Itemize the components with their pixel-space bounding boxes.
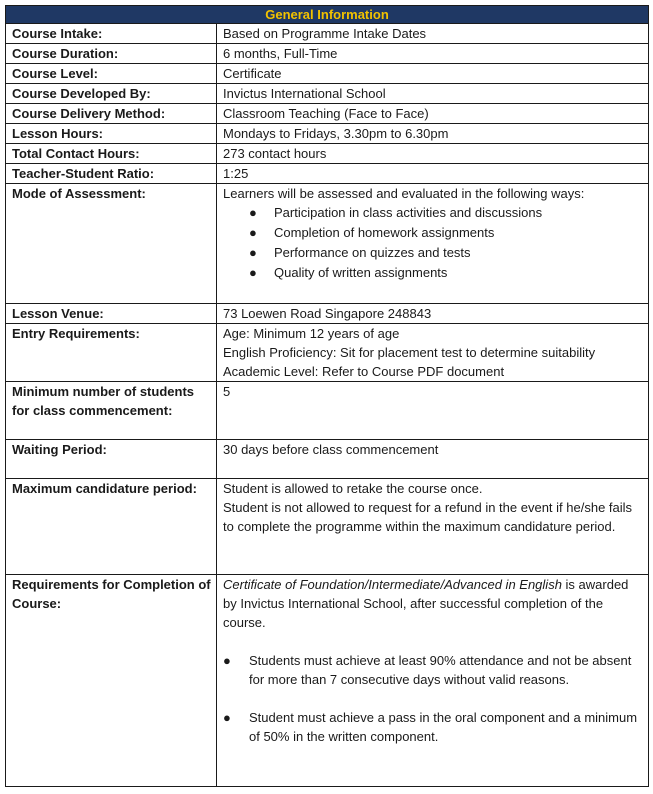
candidature-refund: Student is not allowed to request for a refund in the event if he/she fails to complete the programme within the maximum candidature period. bbox=[223, 500, 633, 534]
delivery-method-label: Course Delivery Method: bbox=[6, 104, 217, 124]
completion-list bbox=[223, 651, 644, 746]
waiting-period-value: 30 days before class commencement bbox=[217, 440, 649, 479]
completion-certificate bbox=[223, 575, 644, 632]
assessment-list bbox=[223, 203, 644, 283]
lesson-hours-label: Lesson Hours: bbox=[6, 124, 217, 144]
entry-academic: Academic Level: Refer to Course PDF document bbox=[223, 364, 505, 379]
candidature-label: Maximum candidature period: bbox=[6, 479, 217, 575]
course-duration-label: Course Duration: bbox=[6, 44, 217, 64]
waiting-period-label: Waiting Period: bbox=[6, 440, 217, 479]
entry-english: English Proficiency: Sit for placement test to determine suitability bbox=[223, 345, 596, 360]
venue-value: 73 Loewen Road Singapore 248843 bbox=[217, 304, 649, 324]
bullet-icon: ● bbox=[249, 225, 257, 240]
candidature-value bbox=[217, 479, 649, 575]
course-intake-value: Based on Programme Intake Dates bbox=[217, 24, 649, 44]
certificate-title: Certificate of Foundation/Intermediate/Advanced in English bbox=[223, 577, 562, 592]
course-duration-value: 6 months, Full-Time bbox=[217, 44, 649, 64]
list-item: ● Quality of written assignments bbox=[223, 263, 644, 283]
bullet-icon: ● bbox=[249, 205, 257, 220]
contact-hours-value: 273 contact hours bbox=[217, 144, 649, 164]
entry-age: Age: Minimum 12 years of age bbox=[223, 326, 400, 341]
list-item: ● Students must achieve at least 90% attendance and not be absent for more than 7 consecutive days without valid reasons. bbox=[223, 653, 632, 687]
course-intake-label: Course Intake: bbox=[6, 24, 217, 44]
general-information-table bbox=[5, 5, 649, 787]
list-item: ● Student must achieve a pass in the oral component and a minimum of 50% in the written component. bbox=[223, 710, 638, 744]
bullet-icon: ● bbox=[223, 653, 231, 668]
course-level-label: Course Level: bbox=[6, 64, 217, 84]
assessment-label: Mode of Assessment: bbox=[6, 184, 217, 304]
entry-requirements-label: Entry Requirements: bbox=[6, 324, 217, 382]
list-item: ● Participation in class activities and discussions bbox=[223, 203, 644, 223]
bullet-icon: ● bbox=[223, 710, 231, 725]
min-students-label: Minimum number of students for class commencement: bbox=[6, 382, 217, 440]
table-header: General Information bbox=[6, 6, 649, 24]
course-developed-value: Invictus International School bbox=[217, 84, 649, 104]
candidature-retake: Student is allowed to retake the course once. bbox=[223, 481, 483, 496]
ratio-value: 1:25 bbox=[217, 164, 649, 184]
completion-label: Requirements for Completion of Course: bbox=[6, 575, 217, 787]
ratio-label: Teacher-Student Ratio: bbox=[6, 164, 217, 184]
completion-value bbox=[217, 575, 649, 787]
course-level-value: Certificate bbox=[217, 64, 649, 84]
course-developed-label: Course Developed By: bbox=[6, 84, 217, 104]
certificate-text: is awarded by Invictus International School, after successful completion of the course. bbox=[223, 577, 629, 630]
entry-requirements-value bbox=[217, 324, 649, 382]
venue-label: Lesson Venue: bbox=[6, 304, 217, 324]
lesson-hours-value: Mondays to Fridays, 3.30pm to 6.30pm bbox=[217, 124, 649, 144]
list-item: ● Completion of homework assignments bbox=[223, 223, 644, 243]
assessment-value bbox=[217, 184, 649, 304]
list-item: ● Performance on quizzes and tests bbox=[223, 243, 644, 263]
bullet-icon: ● bbox=[249, 265, 257, 280]
bullet-icon: ● bbox=[249, 245, 257, 260]
delivery-method-value: Classroom Teaching (Face to Face) bbox=[217, 104, 649, 124]
contact-hours-label: Total Contact Hours: bbox=[6, 144, 217, 164]
assessment-intro: Learners will be assessed and evaluated in the following ways: bbox=[223, 186, 585, 201]
min-students-value: 5 bbox=[217, 382, 649, 440]
